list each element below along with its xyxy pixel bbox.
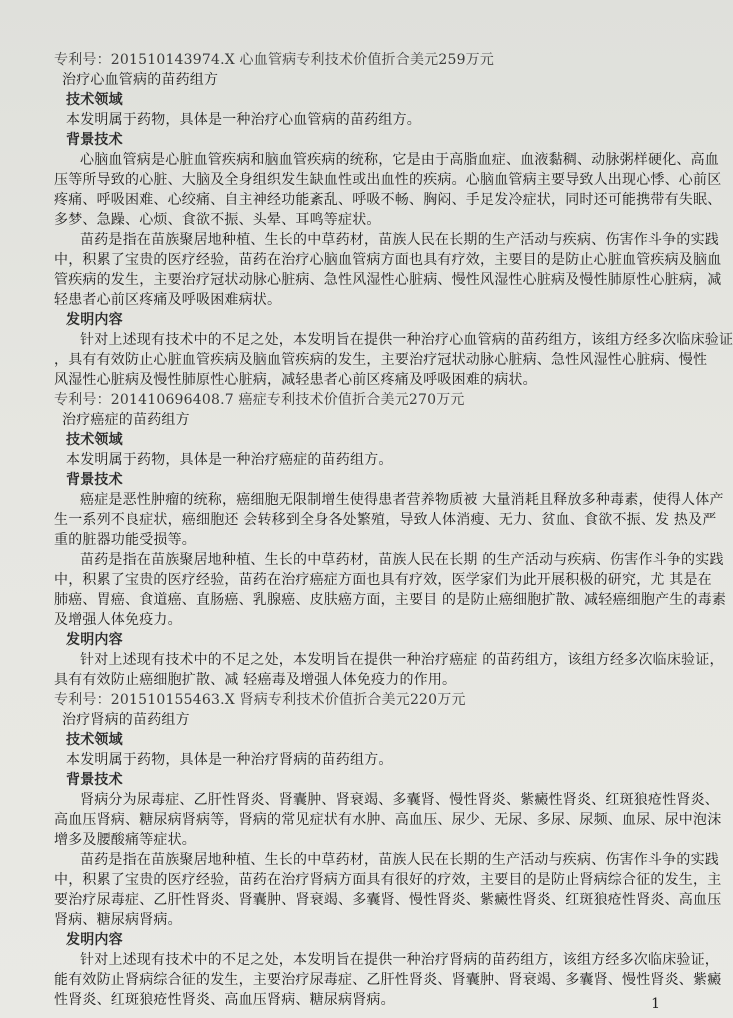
heading-invention-content: 发明内容 bbox=[66, 932, 123, 948]
background-line: 肾病、糖尿病肾病。 bbox=[54, 912, 182, 928]
background-line: 中，积累了宝贵的医疗经验，苗药在治疗心脑血管病方面也具有疗效，主要目的是防止心脏血管疾病及脑血 bbox=[54, 252, 722, 268]
background-line: 苗药是指在苗族聚居地种植、生长的中草药材，苗族人民在长期 的生产活动与疾病、伤害作斗争的实践 bbox=[80, 552, 724, 568]
background-line: 疼痛、呼吸困难、心绞痛、自主神经功能紊乱、呼吸不畅、胸闷、手足发冷症状，同时还可能携带有失眠、 bbox=[54, 192, 722, 208]
invention-line: ，具有有效防止心脏血管疾病及脑血管疾病的发生，主要治疗冠状动脉心脏病、急性风湿性心脏病、慢性 bbox=[54, 352, 708, 368]
technical-field-text: 本发明属于药物，具体是一种治疗癌症的苗药组方。 bbox=[66, 452, 393, 468]
invention-line: 风湿性心脏病及慢性肺原性心脏病，减轻患者心前区疼痛及呼吸困难的病状。 bbox=[54, 372, 537, 388]
page-number: 1 bbox=[651, 996, 660, 1012]
background-line: 多梦、急躁、心烦、食欲不振、头晕、耳鸣等症状。 bbox=[54, 212, 381, 228]
invention-line: 针对上述现有技术中的不足之处，本发明旨在提供一种治疗癌症 的苗药组方，该组方经多次临床验证， bbox=[80, 652, 724, 668]
heading-background: 背景技术 bbox=[66, 772, 123, 788]
background-line: 要治疗尿毒症、乙肝性肾炎、肾囊肿、肾衰竭、多囊肾、慢性肾炎、紫癜性肾炎、红斑狼疮性肾炎、高血压 bbox=[54, 892, 722, 908]
background-line: 中，积累了宝贵的医疗经验，苗药在治疗癌症方面也具有疗效，医学家们为此开展积极的研究，尤 其是在 bbox=[54, 572, 712, 588]
invention-line: 能有效防止肾病综合征的发生，主要治疗尿毒症、乙肝性肾炎、肾囊肿、肾衰竭、多囊肾、慢性肾炎、紫癜 bbox=[54, 972, 722, 988]
invention-line: 针对上述现有技术中的不足之处，本发明旨在提供一种治疗肾病的苗药组方，该组方经多次临床验证， bbox=[80, 952, 719, 968]
patent-number-line: 专利号：201410696408.7 癌症专利技术价值折合美元270万元 bbox=[54, 392, 465, 408]
background-line: 癌症是恶性肿瘤的统称，癌细胞无限制增生使得患者营养物质被 大量消耗且释放多种毒素，使得人体产 bbox=[80, 492, 724, 508]
background-line: 压等所导致的心脏、大脑及全身组织发生缺血性或出血性的疾病。心脑血管病主要导致人出现心悸、心前区 bbox=[54, 172, 722, 188]
section-title: 治疗心血管病的苗药组方 bbox=[62, 72, 219, 88]
background-line: 轻患者心前区疼痛及呼吸困难病状。 bbox=[54, 292, 282, 308]
heading-invention-content: 发明内容 bbox=[66, 632, 123, 648]
background-line: 增多及腰酸痛等症状。 bbox=[54, 832, 196, 848]
background-line: 高血压肾病、糖尿病肾病等，肾病的常见症状有水肿、高血压、尿少、无尿、多尿、尿频、血尿、尿中泡沫 bbox=[54, 812, 722, 828]
invention-line: 针对上述现有技术中的不足之处，本发明旨在提供一种治疗心血管病的苗药组方，该组方经多次临床验证 bbox=[80, 332, 733, 348]
background-line: 生一系列不良症状，癌细胞还 会转移到全身各处繁殖，导致人体消瘦、无力、贫血、食欲不振、发 热及严 bbox=[54, 512, 717, 528]
patent-number-line: 专利号：201510155463.X 肾病专利技术价值折合美元220万元 bbox=[54, 692, 466, 708]
heading-technical-field: 技术领域 bbox=[66, 432, 123, 448]
section-title: 治疗癌症的苗药组方 bbox=[62, 412, 190, 428]
heading-background: 背景技术 bbox=[66, 472, 123, 488]
invention-line: 具有有效防止癌细胞扩散、减 轻癌毒及增强人体免疫力的作用。 bbox=[54, 672, 457, 688]
section-title: 治疗肾病的苗药组方 bbox=[62, 712, 190, 728]
section-kidney bbox=[54, 690, 722, 1010]
heading-invention-content: 发明内容 bbox=[66, 312, 123, 328]
background-line: 管疾病的发生，主要治疗冠状动脉心脏病、急性风湿性心脏病、慢性风湿性心脏病及慢性肺原性心脏病，减 bbox=[54, 272, 722, 288]
background-line: 心脑血管病是心脏血管疾病和脑血管疾病的统称，它是由于高脂血症、血液黏稠、动脉粥样硬化、高血 bbox=[80, 152, 719, 168]
background-line: 苗药是指在苗族聚居地种植、生长的中草药材，苗族人民在长期的生产活动与疾病、伤害作斗争的实践 bbox=[80, 852, 719, 868]
background-line: 肾病分为尿毒症、乙肝性肾炎、肾囊肿、肾衰竭、多囊肾、慢性肾炎、紫癜性肾炎、红斑狼疮性肾炎、 bbox=[80, 792, 719, 808]
heading-background: 背景技术 bbox=[66, 132, 123, 148]
section-cardiovascular bbox=[54, 50, 733, 390]
heading-technical-field: 技术领域 bbox=[66, 732, 123, 748]
patent-number-line: 专利号：201510143974.X 心血管病专利技术价值折合美元259万元 bbox=[54, 52, 495, 68]
technical-field-text: 本发明属于药物，具体是一种治疗肾病的苗药组方。 bbox=[66, 752, 393, 768]
background-line: 重的脏器功能受损等。 bbox=[54, 532, 196, 548]
background-line: 及增强人体免疫力。 bbox=[54, 612, 182, 628]
heading-technical-field: 技术领域 bbox=[66, 92, 123, 108]
background-line: 中，积累了宝贵的医疗经验，苗药在治疗肾病方面具有很好的疗效，主要目的是防止肾病综合征的发生，主 bbox=[54, 872, 722, 888]
background-line: 肺癌、胃癌、食道癌、直肠癌、乳腺癌、皮肤癌方面，主要目 的是防止癌细胞扩散、减轻癌细胞产生的毒素 bbox=[54, 592, 727, 608]
background-line: 苗药是指在苗族聚居地种植、生长的中草药材，苗族人民在长期的生产活动与疾病、伤害作斗争的实践 bbox=[80, 232, 719, 248]
technical-field-text: 本发明属于药物，具体是一种治疗心血管病的苗药组方。 bbox=[66, 112, 421, 128]
invention-line: 性肾炎、红斑狼疮性肾炎、高血压肾病、糖尿病肾病。 bbox=[54, 992, 395, 1008]
section-cancer bbox=[54, 390, 727, 690]
